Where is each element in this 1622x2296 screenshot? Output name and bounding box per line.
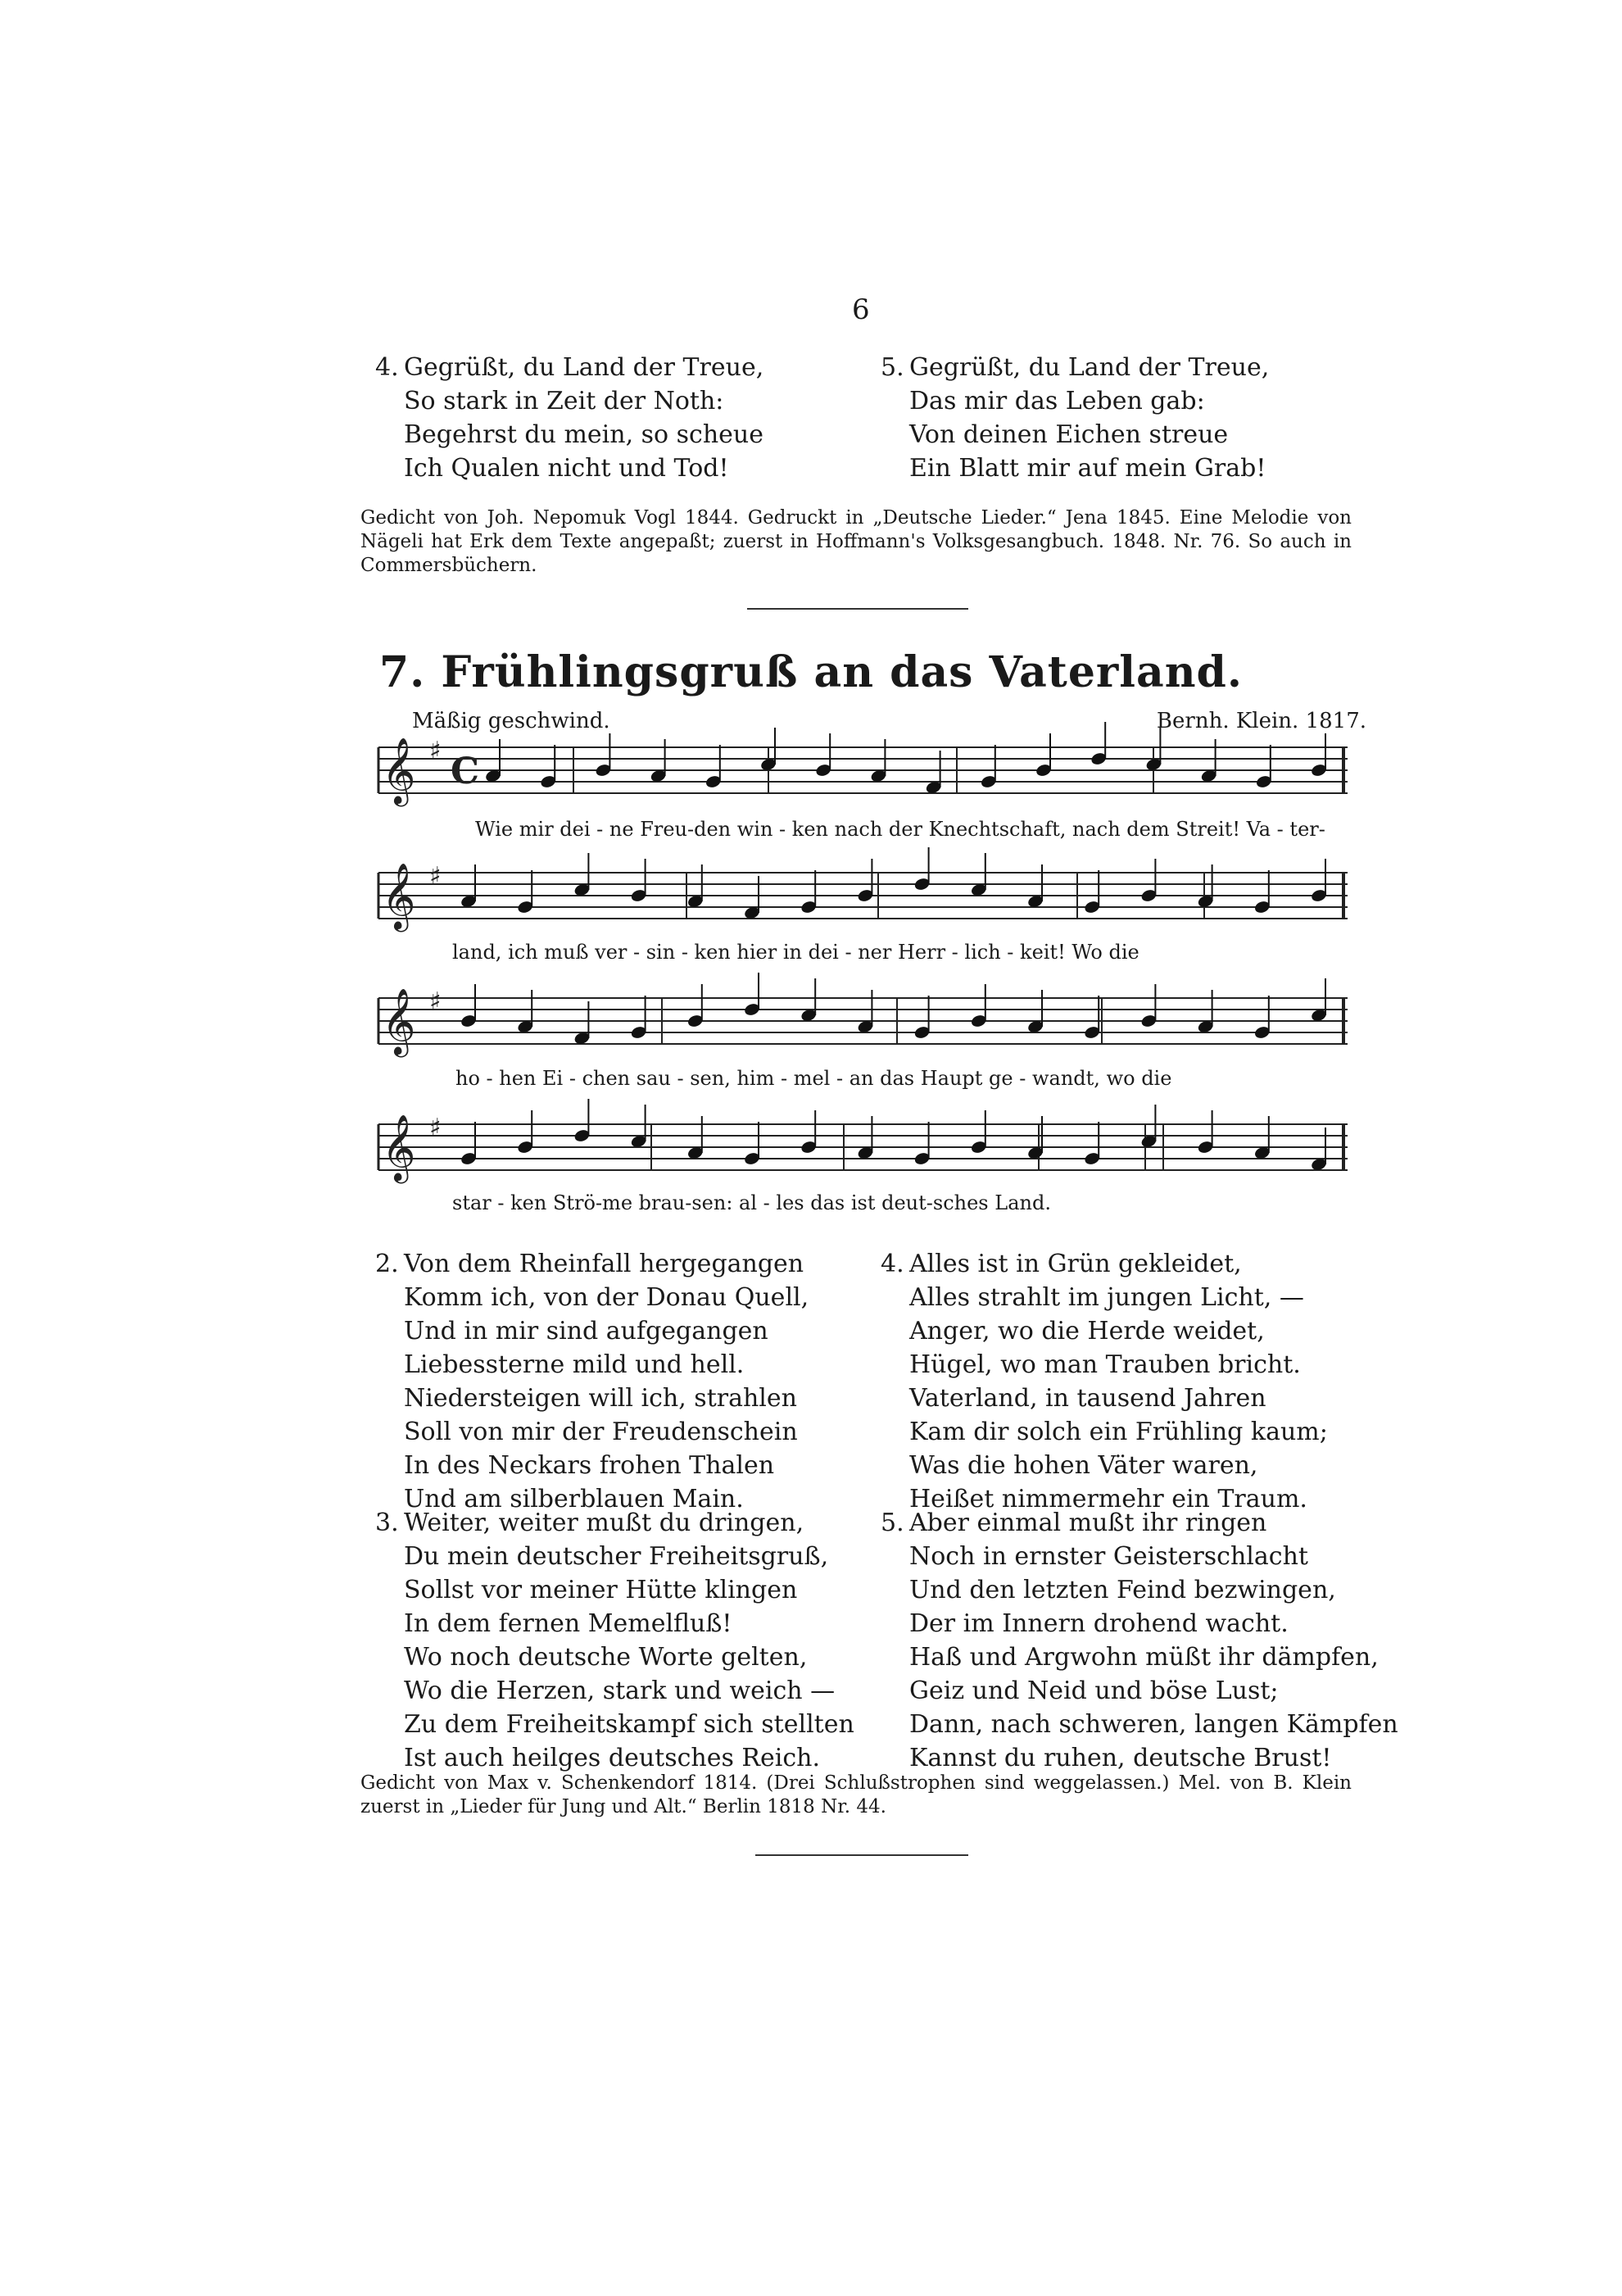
verse-line: Und den letzten Feind bezwingen, [909,1576,1336,1604]
verse-line: Hügel, wo man Trauben bricht. [909,1350,1301,1379]
verse-line: Begehrst du mein, so scheue [404,420,763,449]
verse-line: Ich Qualen nicht und Tod! [404,454,729,483]
verse-line: Geiz und Neid und böse Lust; [909,1677,1279,1705]
treble-clef-icon: 𝄞 [382,737,416,804]
verse-line: Vaterland, in tausend Jahren [909,1384,1266,1413]
stanza-3 [375,1506,854,1775]
verse-line: In dem fernen Memelfluß! [404,1609,732,1638]
verse-line: Heißet nimmermehr ein Traum. [909,1485,1307,1513]
verse-line: Ist auch heilges deutsches Reich. [404,1744,820,1772]
lyric-line-2: land, ich muß ver - sin - ken hier in dei - ner Herr - lich - keit! Wo die [452,941,1139,964]
verse-line: Was die hohen Väter waren, [909,1451,1258,1480]
treble-clef-icon: 𝄞 [382,987,416,1055]
verse-line: Ein Blatt mir auf mein Grab! [909,454,1266,483]
key-signature-sharp-icon: ♯ [429,987,442,1016]
verse-line: In des Neckars frohen Thalen [404,1451,775,1480]
key-signature-sharp-icon: ♯ [429,862,442,891]
verse-line: Noch in ernster Geisterschlacht [909,1542,1308,1571]
verse-line: Haß und Argwohn müßt ihr dämpfen, [909,1643,1379,1672]
treble-clef-icon: 𝄞 [382,862,416,929]
composer-credit: Bernh. Klein. 1817. [1156,709,1366,733]
verse-line: Wo die Herzen, stark und weich — [404,1677,836,1705]
verse-line: Kam dir solch ein Frühling kaum; [909,1418,1328,1446]
verse-line: Sollst vor meiner Hütte klingen [404,1576,798,1604]
verse-line: So stark in Zeit der Noth: [404,387,724,415]
verse-line: Von deinen Eichen streue [909,420,1229,449]
stanza-number: 2. [375,1250,399,1278]
stanza-number: 4. [881,1250,904,1278]
stanza-number: 5. [881,1509,904,1537]
stanza-number: 5. [881,353,904,382]
lyric-line-3: ho - hen Ei - chen sau - sen, him - mel - an das Haupt ge - wandt, wo die [455,1067,1172,1090]
verse-line: Und am silberblauen Main. [404,1485,744,1513]
verse-line: Kannst du ruhen, deutsche Brust! [909,1744,1332,1772]
verse-line: Das mir das Leben gab: [909,387,1205,415]
treble-clef-icon: 𝄞 [382,1114,416,1181]
verse-line: Du mein deutscher Freiheitsgruß, [404,1542,829,1571]
verse-line: Zu dem Freiheitskampf sich stellten [404,1710,854,1739]
verse-line: Dann, nach schweren, langen Kämpfen [909,1710,1398,1739]
verse-line: Weiter, weiter mußt du dringen, [404,1509,804,1537]
song-title: 7. Frühlingsgruß an das Vaterland. [378,647,1244,697]
verse-line: Aber einmal mußt ihr ringen [909,1509,1267,1537]
verse-line: Niedersteigen will ich, strahlen [404,1384,797,1413]
section-divider [755,1854,968,1856]
verse-line: Alles strahlt im jungen Licht, — [909,1283,1304,1312]
page-number: 6 [852,293,870,326]
source-note-schenkendorf: Gedicht von Max v. Schenkendorf 1814. (Drei Schlußstrophen sind weggelassen.) Mel. von B. Klein zuerst in „Lieder für Jung und Alt.“ Berlin 1818 Nr. 44. [360,1772,1352,1817]
stanza-5 [881,1506,1398,1775]
verse-line: Gegrüßt, du Land der Treue, [909,353,1270,382]
common-time-icon: C [451,751,480,792]
verse-line: Gegrüßt, du Land der Treue, [404,353,764,382]
stanza-2 [375,1247,809,1516]
stanza-number: 4. [375,353,399,382]
stanza-4 [881,1247,1328,1516]
verse-line: Liebessterne mild und hell. [404,1350,745,1379]
verse-line: Und in mir sind aufgegangen [404,1317,768,1345]
stanza-number: 3. [375,1509,399,1537]
key-signature-sharp-icon: ♯ [429,1114,442,1142]
verse-line: Alles ist in Grün gekleidet, [909,1250,1242,1278]
verse-line: Soll von mir der Freudenschein [404,1418,798,1446]
lyric-line-1: Wie mir dei - ne Freu-den win - ken nach der Knechtschaft, nach dem Streit! Va - ter- [475,818,1325,841]
verse-line: Wo noch deutsche Worte gelten, [404,1643,808,1672]
verse-line: Der im Innern drohend wacht. [909,1609,1289,1638]
lyric-line-4: star - ken Strö-me brau-sen: al - les das ist deut-sches Land. [452,1191,1051,1214]
verse-line: Von dem Rheinfall hergegangen [404,1250,804,1278]
verse-line: Anger, wo die Herde weidet, [909,1317,1265,1345]
verse-line: Komm ich, von der Donau Quell, [404,1283,809,1312]
source-note-vogl: Gedicht von Joh. Nepomuk Vogl 1844. Gedruckt in „Deutsche Lieder.“ Jena 1845. Eine Melodie von Nägeli hat Erk dem Texte angepaßt; zuerst in Hoffmann's Volksgesangbuch. 1848. Nr. 76. So auch in Commersbüchern. [360,507,1352,576]
tempo-marking: Mäßig geschwind. [412,709,610,733]
key-signature-sharp-icon: ♯ [429,737,442,765]
